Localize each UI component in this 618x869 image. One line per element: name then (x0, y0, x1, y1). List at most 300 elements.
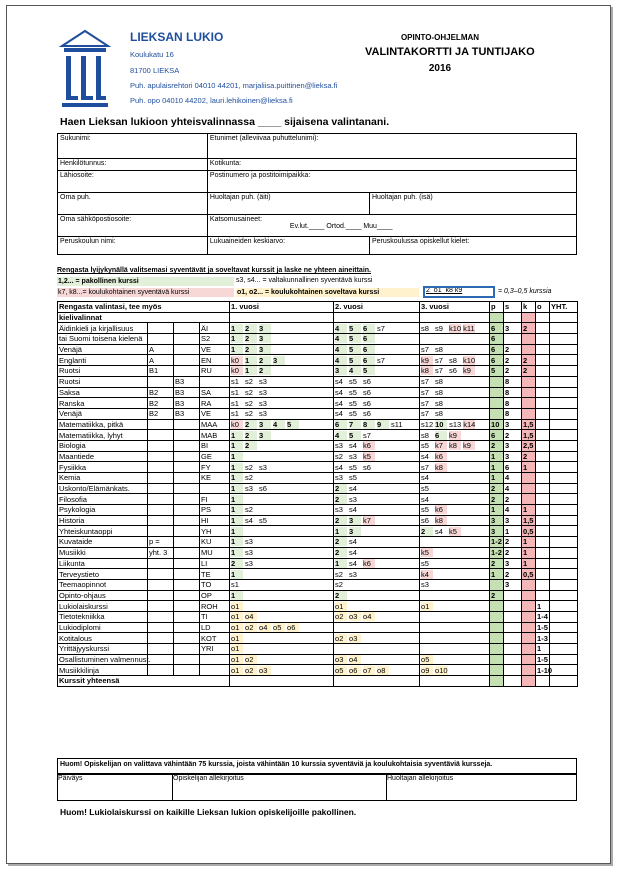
table-row (58, 505, 578, 516)
school-phone2: Puh. opo 04010 44202, lauri.lehikoinen@lieksa.fi (130, 96, 293, 105)
course-cell[interactable]: 4 (335, 356, 347, 365)
course-cell[interactable]: s8 (449, 355, 457, 365)
count-k (522, 344, 536, 355)
course-cell[interactable]: 2 (231, 559, 243, 568)
row-total[interactable] (550, 323, 578, 334)
course-cell[interactable]: o2 (245, 655, 257, 664)
row-total[interactable] (550, 601, 578, 612)
course-cell[interactable]: s3 (245, 548, 253, 558)
course-cell[interactable]: 1 (335, 559, 347, 568)
subject-code: ÄI (200, 323, 230, 334)
course-cell[interactable]: 2 (335, 484, 347, 493)
course-cell[interactable]: s6 (421, 516, 429, 526)
row-total[interactable] (550, 633, 578, 644)
course-cell[interactable]: o1 (335, 602, 347, 611)
course-cell[interactable]: s7 (421, 377, 429, 387)
course-cell[interactable]: 1 (231, 591, 243, 600)
course-cell[interactable]: o5 (421, 655, 433, 664)
course-cell[interactable]: k9 (421, 356, 433, 365)
course-cell[interactable]: 3 (259, 334, 271, 343)
row-total[interactable] (550, 654, 578, 665)
course-cell[interactable]: o1 (231, 655, 243, 664)
course-cell[interactable]: 1 (231, 473, 243, 482)
course-cell[interactable]: s3 (349, 569, 357, 579)
course-cell[interactable]: o1 (231, 612, 243, 621)
course-cell[interactable]: 2 (245, 441, 257, 450)
course-cell[interactable]: s3 (259, 387, 267, 397)
course-cell[interactable]: s6 (449, 366, 457, 376)
course-cell[interactable]: 3 (259, 324, 271, 333)
course-cell[interactable]: 5 (349, 345, 361, 354)
firstnames-field[interactable]: Etunimet (alleviivaa puhuttelunimi): (207, 134, 576, 159)
course-cell[interactable]: o3 (349, 612, 361, 621)
course-cell[interactable]: s8 (421, 430, 429, 440)
course-cell[interactable]: 2 (335, 495, 347, 504)
course-cell[interactable]: 1 (231, 431, 243, 440)
course-cell[interactable]: s5 (421, 505, 429, 515)
course-cell[interactable]: s2 (335, 569, 343, 579)
course-cell[interactable]: k8 (421, 366, 433, 375)
course-cell[interactable]: s6 (363, 398, 371, 408)
course-cell[interactable]: s2 (245, 409, 253, 419)
course-cell[interactable]: k5 (363, 452, 375, 461)
course-cell[interactable]: s4 (335, 387, 343, 397)
course-cell[interactable]: o5 (273, 623, 285, 632)
count-p: 1 (490, 569, 504, 580)
course-cell[interactable]: s1 (231, 398, 239, 408)
course-cell[interactable]: s5 (421, 484, 429, 494)
row-total[interactable] (550, 398, 578, 409)
course-cell[interactable]: 1 (231, 495, 243, 504)
row-total[interactable] (550, 590, 578, 601)
course-cell[interactable]: s2 (245, 505, 253, 515)
course-cell[interactable]: s7 (421, 462, 429, 472)
subject-level-a (148, 323, 174, 334)
course-cell[interactable]: 5 (349, 356, 361, 365)
course-cell[interactable]: 5 (349, 334, 361, 343)
languages-field[interactable]: Peruskoulussa opiskellut kielet: (369, 237, 576, 255)
course-cell[interactable]: 5 (349, 431, 361, 440)
course-cell[interactable]: o5 (335, 666, 347, 675)
course-cell[interactable]: s5 (421, 441, 429, 451)
course-cell[interactable]: 3 (259, 431, 271, 440)
table-row (58, 366, 578, 377)
row-total[interactable] (550, 579, 578, 590)
course-cell[interactable]: s4 (421, 494, 429, 504)
course-cell[interactable]: s4 (335, 398, 343, 408)
course-cell[interactable]: o6 (349, 666, 361, 675)
course-cell[interactable]: s8 (435, 398, 443, 408)
year-courses-y2 (334, 494, 420, 505)
total-value[interactable] (550, 676, 578, 687)
row-total[interactable] (550, 366, 578, 377)
course-cell[interactable]: 5 (363, 366, 375, 375)
course-cell[interactable]: 6 (335, 420, 347, 429)
course-cell[interactable]: s4 (349, 484, 357, 494)
course-cell[interactable]: s6 (259, 484, 267, 494)
course-cell[interactable]: s7 (421, 345, 429, 355)
row-total[interactable] (550, 334, 578, 345)
surname-field[interactable]: Sukunimi: (58, 134, 208, 159)
course-cell[interactable]: k5 (449, 527, 461, 536)
course-cell[interactable]: k8 (435, 516, 447, 525)
course-cell[interactable]: 1 (231, 441, 243, 450)
course-cell[interactable]: 1 (231, 505, 243, 514)
course-cell[interactable]: s4 (349, 505, 357, 515)
course-cell[interactable]: o3 (349, 634, 361, 643)
course-cell[interactable]: o1 (231, 634, 243, 643)
table-row (58, 601, 578, 612)
course-cell[interactable]: s1 (231, 580, 239, 590)
course-cell[interactable]: o1 (231, 644, 243, 653)
course-cell[interactable]: 2 (245, 334, 257, 343)
mother-phone-field[interactable]: Huoltajan puh. (äiti) (207, 193, 369, 215)
course-cell[interactable]: s8 (435, 377, 443, 387)
municipality-field[interactable]: Kotikunta: (207, 159, 576, 171)
course-cell[interactable]: s5 (259, 516, 267, 526)
subject-name: Englanti (58, 355, 148, 366)
row-total[interactable] (550, 515, 578, 526)
course-cell[interactable]: 6 (363, 334, 375, 343)
year-courses-y2 (334, 366, 420, 377)
course-cell[interactable]: o1 (421, 602, 433, 611)
father-phone-field[interactable]: Huoltajan puh. (isä) (369, 193, 576, 215)
course-cell[interactable]: s3 (259, 462, 267, 472)
school-field[interactable]: Peruskoulun nimi: (58, 237, 208, 255)
course-cell[interactable]: 3 (335, 366, 347, 375)
row-total[interactable] (550, 462, 578, 473)
course-cell[interactable]: k0 (231, 366, 243, 375)
course-cell[interactable]: o4 (245, 612, 257, 621)
course-cell[interactable]: s4 (435, 526, 443, 536)
count-o (536, 355, 550, 366)
student-signature-field[interactable]: Opiskelijan allekirjoitus (173, 775, 387, 801)
course-cell[interactable]: s5 (349, 398, 357, 408)
count-s: 6 (504, 462, 522, 473)
course-cell[interactable]: 3 (259, 345, 271, 354)
course-cell[interactable]: o3 (335, 655, 347, 664)
year-courses-y2 (334, 387, 420, 398)
course-cell[interactable]: o1 (231, 666, 243, 675)
course-cell[interactable]: s7 (435, 366, 443, 376)
course-cell[interactable]: k9 (463, 366, 475, 375)
course-cell[interactable]: s9 (435, 323, 443, 333)
course-cell[interactable]: s7 (421, 398, 429, 408)
course-cell[interactable]: 3 (349, 516, 361, 525)
course-cell[interactable]: 2 (245, 345, 257, 354)
course-cell[interactable]: 2 (335, 591, 347, 600)
year-courses-y1 (230, 376, 334, 387)
course-cell[interactable]: 1 (231, 537, 243, 546)
course-cell[interactable]: 2 (259, 356, 271, 365)
row-total[interactable] (550, 569, 578, 580)
course-cell[interactable]: s8 (435, 409, 443, 419)
row-total[interactable] (550, 419, 578, 430)
course-cell[interactable]: s2 (335, 580, 343, 590)
course-cell[interactable]: o6 (287, 623, 299, 632)
count-s: 3 (504, 451, 522, 462)
row-total[interactable] (550, 494, 578, 505)
course-cell[interactable]: 3 (273, 356, 285, 365)
course-cell[interactable]: 4 (349, 366, 361, 375)
course-cell[interactable]: s8 (435, 345, 443, 355)
row-total[interactable] (550, 440, 578, 451)
course-cell[interactable]: 1 (231, 484, 243, 493)
course-cell[interactable]: s3 (349, 494, 357, 504)
course-cell[interactable]: o2 (335, 634, 347, 643)
course-cell[interactable]: 4 (273, 420, 285, 429)
course-cell[interactable]: 1 (231, 334, 243, 343)
course-cell[interactable]: s5 (349, 462, 357, 472)
row-total[interactable] (550, 644, 578, 655)
course-cell[interactable]: k14 (463, 419, 476, 429)
row-total[interactable] (550, 451, 578, 462)
course-cell[interactable]: k0 (231, 356, 243, 365)
row-total[interactable] (550, 505, 578, 516)
course-cell[interactable]: 4 (335, 334, 347, 343)
year-courses-y1 (230, 398, 334, 409)
course-cell[interactable]: s7 (435, 355, 443, 365)
course-cell[interactable]: s2 (245, 377, 253, 387)
course-cell[interactable]: 2 (245, 324, 257, 333)
course-cell[interactable]: s5 (349, 473, 357, 483)
course-cell[interactable]: s6 (363, 462, 371, 472)
row-total[interactable] (550, 473, 578, 484)
course-cell[interactable]: o9 (421, 666, 433, 675)
course-cell[interactable]: s2 (245, 387, 253, 397)
course-cell[interactable]: 10 (435, 420, 447, 429)
year-courses-y2 (334, 344, 420, 355)
row-total[interactable] (550, 665, 578, 676)
course-cell[interactable]: k10 (463, 355, 476, 365)
course-cell[interactable]: s1 (231, 387, 239, 397)
course-cell[interactable]: 5 (287, 420, 299, 429)
course-cell[interactable]: s6 (363, 409, 371, 419)
course-cell[interactable]: s3 (259, 377, 267, 387)
course-cell[interactable]: 1 (231, 516, 243, 525)
count-k (522, 665, 536, 676)
course-cell[interactable]: s13 (449, 419, 462, 429)
subject-code (200, 376, 230, 387)
postal-field[interactable]: Postinumero ja postitoimipaikka: (207, 171, 576, 193)
course-cell[interactable]: s3 (245, 558, 253, 568)
course-cell[interactable]: s7 (363, 430, 371, 440)
row-total[interactable] (550, 537, 578, 548)
course-cell[interactable]: 8 (363, 420, 375, 429)
course-cell[interactable]: s3 (259, 398, 267, 408)
course-cell[interactable]: k7 (435, 441, 447, 450)
row-total[interactable] (550, 526, 578, 537)
course-cell[interactable]: s3 (245, 484, 253, 494)
street-field[interactable]: Lähiosoite: (58, 171, 208, 193)
row-total[interactable] (550, 622, 578, 633)
course-cell[interactable]: 9 (377, 420, 389, 429)
course-cell[interactable]: k7 (363, 516, 375, 525)
course-cell[interactable]: o1 (231, 623, 243, 632)
course-cell[interactable]: 2 (245, 420, 257, 429)
course-cell[interactable]: k8 (435, 463, 447, 472)
course-cell[interactable]: 1 (245, 356, 257, 365)
row-total[interactable] (550, 558, 578, 569)
row-total[interactable] (550, 430, 578, 441)
course-cell[interactable]: 1 (231, 324, 243, 333)
course-cell[interactable]: 2 (245, 431, 257, 440)
course-cell[interactable]: s1 (231, 377, 239, 387)
course-cell[interactable]: o1 (231, 602, 243, 611)
course-cell[interactable]: 1 (231, 345, 243, 354)
course-cell[interactable]: s1 (231, 409, 239, 419)
course-cell[interactable]: 6 (363, 324, 375, 333)
row-total[interactable] (550, 376, 578, 387)
count-s: 1 (504, 526, 522, 537)
phone-field[interactable]: Oma puh. (58, 193, 208, 215)
course-cell[interactable]: s4 (421, 451, 429, 461)
course-cell[interactable]: s5 (349, 377, 357, 387)
course-cell[interactable]: s8 (435, 387, 443, 397)
course-cell[interactable]: k9 (463, 441, 475, 450)
course-cell[interactable]: o2 (335, 612, 347, 621)
course-cell[interactable]: s4 (245, 516, 253, 526)
row-total[interactable] (550, 483, 578, 494)
course-cell[interactable]: 2 (335, 516, 347, 525)
course-cell[interactable]: s7 (421, 409, 429, 419)
course-cell[interactable]: s5 (349, 387, 357, 397)
course-cell[interactable]: 1 (245, 366, 257, 375)
course-cell[interactable]: s2 (245, 462, 253, 472)
course-cell[interactable]: o3 (259, 666, 271, 675)
subject-level-b: B3 (174, 408, 200, 419)
course-cell[interactable]: k9 (449, 431, 461, 440)
course-cell[interactable]: o7 (363, 666, 375, 675)
course-cell[interactable]: s3 (335, 441, 343, 451)
count-p: 6 (490, 334, 504, 345)
course-cell[interactable]: 2 (335, 537, 347, 546)
course-cell[interactable]: s4 (349, 548, 357, 558)
course-cell[interactable]: s3 (421, 580, 429, 590)
course-cell[interactable]: s7 (421, 387, 429, 397)
course-cell[interactable]: o4 (259, 623, 271, 632)
date-field[interactable]: Päiväys (58, 775, 173, 801)
course-cell[interactable]: s5 (421, 558, 429, 568)
course-cell[interactable]: k10 (449, 323, 462, 333)
email-field[interactable]: Oma sähköpostiosoite: (58, 215, 208, 237)
course-cell[interactable]: s4 (349, 537, 357, 547)
course-cell[interactable]: s11 (391, 419, 403, 429)
course-cell[interactable]: s3 (245, 537, 253, 547)
course-cell[interactable]: s7 (377, 323, 385, 333)
course-cell[interactable]: s8 (421, 323, 429, 333)
course-cell[interactable]: 6 (435, 431, 447, 440)
course-cell[interactable]: 1 (231, 463, 243, 472)
header-year2: 2. vuosi (334, 302, 420, 313)
course-cell[interactable]: k6 (435, 452, 447, 461)
course-cell[interactable]: s3 (349, 451, 357, 461)
course-cell[interactable]: 4 (335, 345, 347, 354)
course-cell[interactable]: o2 (245, 666, 257, 675)
row-total[interactable] (550, 387, 578, 398)
course-cell[interactable]: k6 (435, 505, 447, 514)
course-cell[interactable]: s4 (349, 441, 357, 451)
course-cell[interactable]: 3 (349, 527, 361, 536)
row-total[interactable] (550, 547, 578, 558)
course-cell[interactable]: s3 (259, 409, 267, 419)
course-cell[interactable]: s2 (335, 451, 343, 461)
course-cell[interactable]: 1 (335, 527, 347, 536)
course-cell[interactable]: s4 (335, 377, 343, 387)
course-cell[interactable]: o10 (435, 665, 448, 675)
course-cell[interactable]: 2 (259, 366, 271, 375)
course-cell[interactable]: 4 (335, 324, 347, 333)
course-cell[interactable]: o8 (377, 666, 389, 675)
course-cell[interactable]: o2 (245, 623, 257, 632)
course-cell[interactable]: 1 (231, 548, 243, 557)
course-cell[interactable]: k6 (363, 559, 375, 568)
course-cell[interactable]: 6 (363, 356, 375, 365)
row-total[interactable] (550, 408, 578, 419)
course-cell[interactable]: k0 (231, 420, 243, 429)
course-cell[interactable]: k8 (449, 441, 461, 450)
count-o (536, 387, 550, 398)
course-cell[interactable]: 3 (259, 420, 271, 429)
course-cell[interactable]: 1 (231, 527, 243, 536)
course-cell[interactable]: k11 (463, 323, 475, 333)
course-cell[interactable]: s4 (335, 409, 343, 419)
subject-name: Ruotsi (58, 376, 148, 387)
count-s (504, 590, 522, 601)
religion-field[interactable] (207, 215, 576, 237)
course-cell[interactable]: s6 (363, 377, 371, 387)
course-cell[interactable]: k4 (421, 570, 433, 579)
course-cell[interactable]: 5 (349, 324, 361, 333)
average-field[interactable]: Lukuaineiden keskiarvo: (207, 237, 369, 255)
course-cell[interactable]: k5 (421, 548, 433, 557)
row-total[interactable] (550, 611, 578, 622)
course-cell[interactable]: s2 (245, 398, 253, 408)
course-cell[interactable]: s6 (363, 387, 371, 397)
course-cell[interactable]: s4 (349, 558, 357, 568)
count-o (536, 376, 550, 387)
year-courses-y1 (230, 526, 334, 537)
row-total[interactable] (550, 344, 578, 355)
course-cell[interactable]: 1 (231, 570, 243, 579)
guardian-signature-field[interactable]: Huoltajan allekirjoitus (387, 775, 577, 801)
subject-level-a: p = (148, 537, 174, 548)
subject-code (200, 654, 230, 665)
course-cell[interactable]: s12 (421, 419, 434, 429)
course-cell[interactable]: s3 (335, 473, 343, 483)
course-cell[interactable]: s5 (349, 409, 357, 419)
course-cell[interactable]: s2 (245, 473, 253, 483)
course-cell[interactable]: s3 (335, 505, 343, 515)
row-total[interactable] (550, 355, 578, 366)
ssn-field[interactable]: Henkilötunnus: (58, 159, 208, 171)
course-cell[interactable]: s4 (421, 473, 429, 483)
course-cell[interactable]: 1 (231, 452, 243, 461)
count-k: 1 (522, 547, 536, 558)
course-cell[interactable]: 7 (349, 420, 361, 429)
course-cell[interactable]: 4 (335, 431, 347, 440)
course-cell[interactable]: o4 (349, 655, 361, 664)
course-cell[interactable]: s4 (335, 462, 343, 472)
course-cell[interactable]: 6 (363, 345, 375, 354)
course-cell[interactable]: 2 (335, 548, 347, 557)
course-cell[interactable]: 2 (421, 527, 433, 536)
course-cell[interactable]: s7 (377, 355, 385, 365)
course-cell[interactable]: o4 (363, 612, 375, 621)
course-cell[interactable]: k6 (363, 441, 375, 450)
religion-options: Ev.lut.____ Ortod.____ Muu____ (289, 223, 393, 230)
year-courses-y2 (334, 505, 420, 516)
